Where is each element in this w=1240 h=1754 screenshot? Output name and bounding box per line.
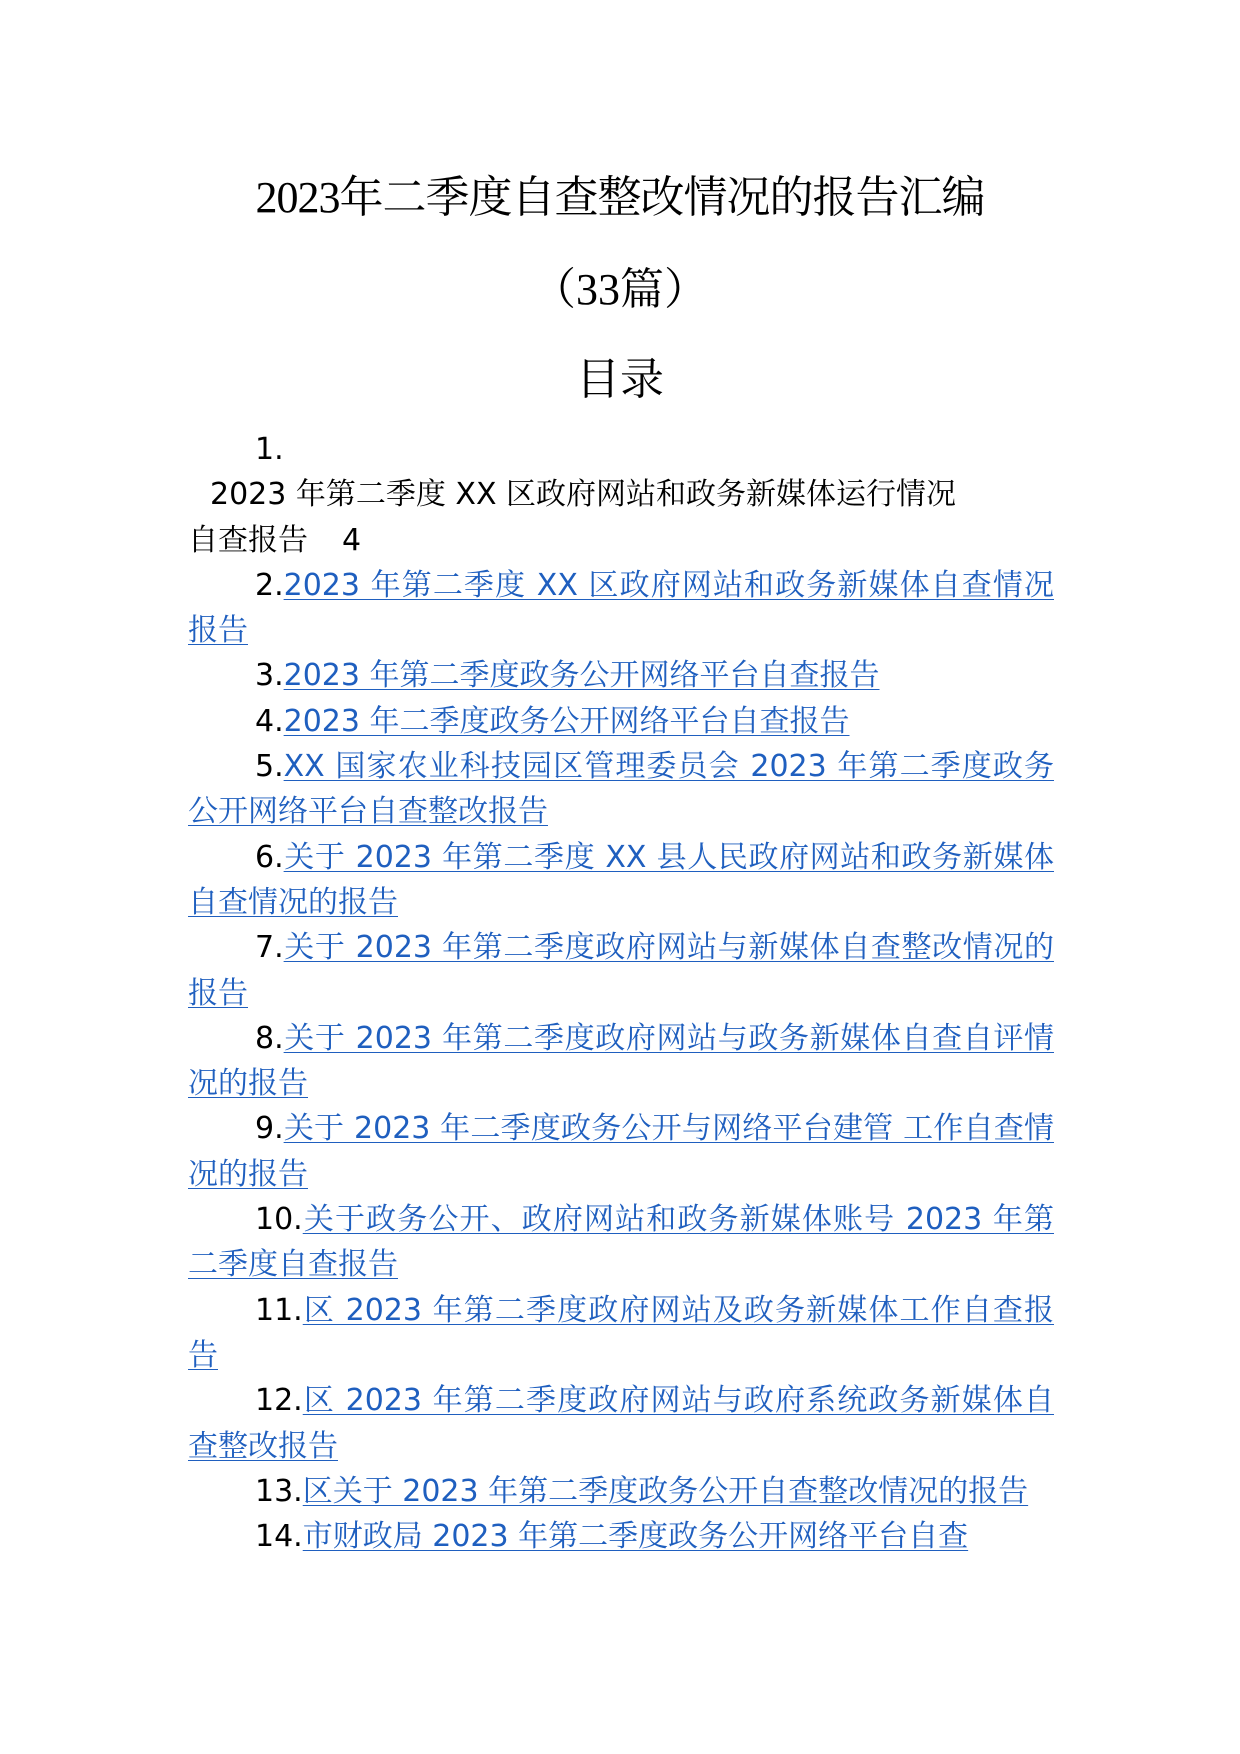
toc-entry-link[interactable]: 市财政局 2023 年第二季度政务公开网络平台自查 (302, 1519, 969, 1555)
toc-entry-6 (188, 835, 1054, 926)
title-text: 年二季度自查整改情况的报告汇编 (339, 172, 985, 223)
toc-entry-2 (188, 563, 1054, 654)
subtitle-count: 33 (576, 265, 620, 314)
toc-entry-number: 6. (255, 839, 284, 875)
toc-entry-13 (188, 1469, 1054, 1514)
toc-entry-page-number: 4 (342, 522, 362, 558)
toc-entry-link[interactable]: 区关于 2023 年第二季度政务公开自查整改情况的报告 (302, 1473, 1029, 1509)
toc-entry-8 (188, 1016, 1054, 1107)
toc-entry-4 (188, 699, 1054, 744)
toc-entry-link[interactable]: 关于政务公开、政府网站和政务新媒体账号 2023 年第二季度自查报告 (188, 1202, 1054, 1283)
toc-entry-link[interactable]: 区 2023 年第二季度政府网站与政府系统政务新媒体自查整改报告 (188, 1383, 1054, 1464)
title-year: 2023 (255, 173, 340, 222)
toc-entry-number: 3. (255, 658, 284, 694)
toc-entry-number: 1. (255, 432, 284, 467)
subtitle-open-paren: （ (532, 264, 576, 315)
toc-entry-number: 12. (255, 1383, 303, 1419)
toc-entry-link[interactable]: 2023 年第二季度政务公开网络平台自查报告 (283, 658, 880, 694)
toc-entry-link[interactable]: 关于 2023 年第二季度政府网站与新媒体自查整改情况的报告 (188, 930, 1054, 1011)
toc-entry-number: 14. (255, 1519, 303, 1555)
toc-entry-14 (188, 1514, 1054, 1559)
subtitle-unit: 篇 (620, 264, 664, 315)
toc-entry-text-line1: 2023 年第二季度 XX 区政府网站和政务新媒体运行情况 (210, 477, 957, 513)
toc-entry-3 (188, 653, 1054, 698)
toc-entry-5 (188, 744, 1054, 835)
table-of-contents (188, 427, 1054, 1559)
toc-entry-7 (188, 925, 1054, 1016)
toc-entry-number: 8. (255, 1020, 284, 1056)
document-subtitle (0, 260, 1240, 320)
toc-entry-12 (188, 1378, 1054, 1469)
toc-entry-link[interactable]: 区 2023 年第二季度政府网站及政务新媒体工作自查报告 (188, 1292, 1054, 1373)
toc-entry-link[interactable]: 2023 年二季度政务公开网络平台自查报告 (283, 703, 850, 739)
toc-entry-link[interactable]: 2023 年第二季度 XX 区政府网站和政务新媒体自查情况报告 (188, 567, 1054, 649)
toc-entry-9 (188, 1106, 1054, 1197)
toc-entry-number: 5. (255, 749, 284, 785)
toc-entry-number: 10. (255, 1202, 303, 1238)
toc-entry-10 (188, 1197, 1054, 1288)
toc-entry-link[interactable]: 关于 2023 年第二季度 XX 县人民政府网站和政务新媒体自查情况的报告 (188, 839, 1054, 920)
toc-entry-number: 13. (255, 1473, 303, 1509)
subtitle-close-paren: ） (664, 264, 708, 315)
toc-entry-11 (188, 1288, 1054, 1379)
toc-entry-number: 7. (255, 930, 284, 966)
toc-entry-text-line2-label: 自查报告 (188, 522, 308, 558)
toc-entry-number: 2. (255, 567, 284, 603)
toc-heading: 目录 (576, 354, 664, 405)
toc-entry-link[interactable]: XX 国家农业科技园区管理委员会 2023 年第二季度政务公开网络平台自查整改报告 (188, 749, 1054, 830)
toc-entry-link[interactable]: 关于 2023 年第二季度政府网站与政务新媒体自查自评情况的报告 (188, 1020, 1054, 1102)
toc-entry-1 (188, 427, 1054, 563)
toc-entry-text-line2 (188, 518, 1054, 563)
toc-entry-number: 4. (255, 703, 284, 739)
toc-entry-number: 9. (255, 1111, 284, 1147)
document-title (0, 168, 1240, 228)
toc-entry-number: 11. (255, 1292, 303, 1328)
toc-entry-link[interactable]: 关于 2023 年二季度政务公开与网络平台建管 工作自查情况的报告 (188, 1111, 1054, 1192)
